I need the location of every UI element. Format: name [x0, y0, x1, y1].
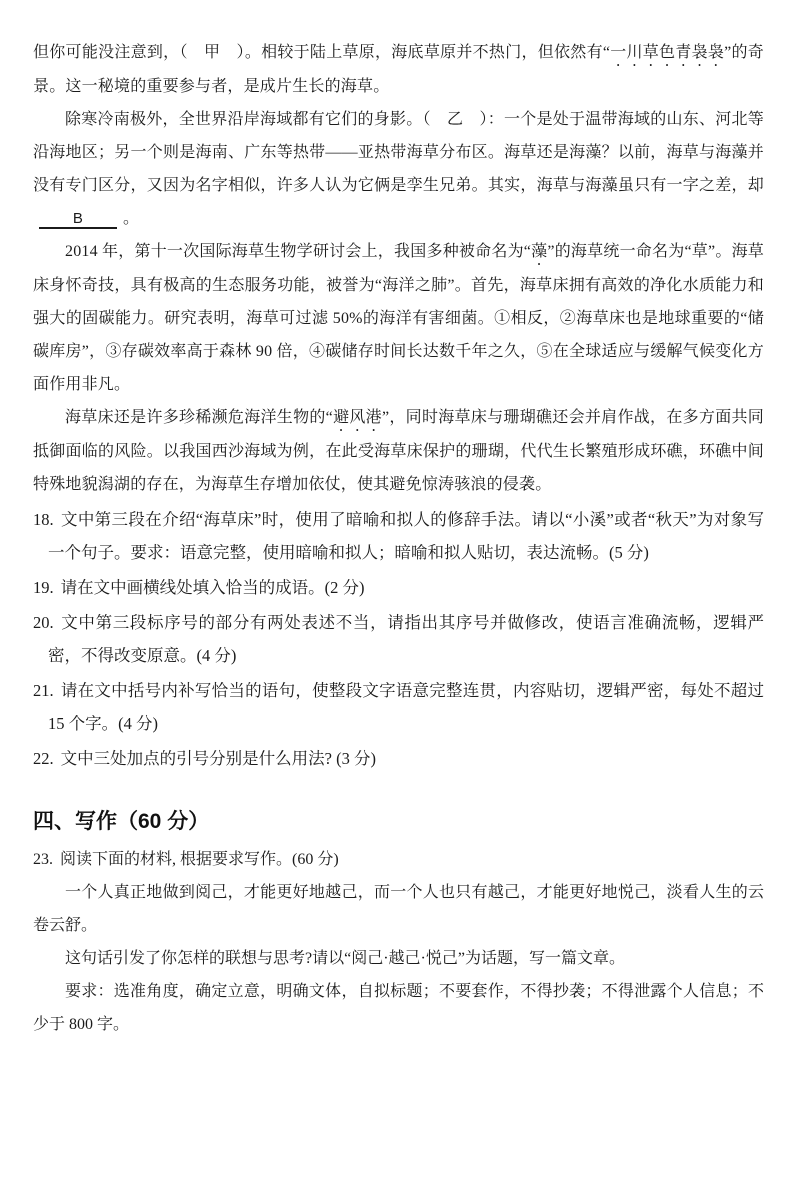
question-19-number: 19. [33, 578, 54, 597]
passage-paragraph-4 [33, 401, 764, 501]
emphasized-text: 藻 [531, 243, 548, 260]
writing-material: 一个人真正地做到阅己，才能更好地越己，而一个人也只有越己，才能更好地悦己，淡看人生的云卷云舒。 [33, 884, 764, 934]
emphasized-text: 一川草色青袅袅 [610, 44, 725, 61]
writing-section [33, 805, 764, 1041]
question-21-number: 21. [33, 681, 54, 700]
text-run: 2014 年，第十一次国际海草生物学研讨会上，我国多种被命名为“ [65, 243, 532, 260]
text-run: 。 [123, 210, 140, 227]
text-run: 海草床还是许多珍稀濒危海洋生物的“ [65, 409, 333, 426]
text-run: ”，同时海草床与珊瑚礁还会并肩作战，在多方面共同抵御面临的风险。以我国西沙海域为例，在此受海草床保护的珊瑚，代代生长繁殖形成环礁，环礁中间特殊地貌潟湖的存在，为海草生存增加依仗，使其避免惊涛骇浪的侵袭。 [33, 409, 764, 493]
question-list [33, 503, 764, 775]
question-20-number: 20. [33, 613, 54, 632]
question-21 [33, 674, 764, 740]
emphasized-text: 避风港 [332, 409, 382, 426]
text-run: 除寒冷南极外，全世界沿岸海域都有它们的身影。（ 乙 ）：一个是处于温带海域的山东、河北等沿海地区；另一个则是海南、广东等热带——亚热带海草分布区。海草还是海藻？以前，海草与海藻并没有专门区分，又因为名字相似，许多人认为它俩是孪生兄弟。其实，海草与海藻虽只有一字之差，却 [33, 111, 764, 194]
question-22 [33, 742, 764, 775]
passage-paragraph-3 [33, 235, 764, 401]
text-run: ”的海草统一命名为“草”。海草床身怀奇技，具有极高的生态服务功能，被誉为“海洋之肺”。首先，海草床拥有高效的净化水质能力和强大的固碳能力。研究表明，海草可过滤 50%的海洋有害细菌。①相反，②海草床也是地球重要的“储碳库房”，③存碳效率高于森林 90 倍，④碳储存时间长达数千年之久，⑤在全球适应与缓解气候变化方面作用非凡。 [33, 243, 764, 393]
question-18-number: 18. [33, 510, 54, 529]
question-18-text: 文中第三段在介绍“海草床”时，使用了暗喻和拟人的修辞手法。请以“小溪”或者“秋天”为对象写一个句子。要求：语意完整，使用暗喻和拟人；暗喻和拟人贴切，表达流畅。(5 分) [48, 510, 764, 562]
question-19-text: 请在文中画横线处填入恰当的成语。(2 分) [60, 578, 365, 597]
writing-prompt: 这句话引发了你怎样的联想与思考?请以“阅己·越己·悦己”为话题，写一篇文章。 [65, 950, 625, 967]
question-22-text: 文中三处加点的引号分别是什么用法? (3 分) [60, 749, 376, 768]
question-23-number: 23. [33, 851, 53, 868]
text-run: ”的奇景。这一秘境的重要参与者，是成片生长的海草。 [33, 44, 765, 95]
reading-passage [33, 36, 764, 501]
question-18 [33, 503, 764, 569]
question-21-text: 请在文中括号内补写恰当的语句，使整段文字语意完整连贯，内容贴切，逻辑严密，每处不超过 15 个字。(4 分) [48, 681, 764, 733]
writing-requirements: 要求：选准角度，确定立意，明确文体，自拟标题；不要套作，不得抄袭；不得泄露个人信息；不少于 800 字。 [33, 983, 764, 1033]
text-run: 但你可能没注意到，（ 甲 ）。相较于陆上草原，海底草原并不热门，但依然有“ [33, 44, 611, 61]
blank-answer-line: B [39, 211, 117, 229]
writing-section-title: 四、写作（60 分） [33, 810, 210, 833]
question-22-number: 22. [33, 749, 54, 768]
question-20 [33, 606, 764, 672]
question-23-text: 阅读下面的材料, 根据要求写作。(60 分) [60, 851, 339, 868]
passage-paragraph-2 [33, 103, 764, 235]
question-19 [33, 571, 764, 604]
question-20-text: 文中第三段标序号的部分有两处表述不当，请指出其序号并做修改，使语言准确流畅，逻辑严密，不得改变原意。(4 分) [48, 613, 764, 665]
passage-paragraph-1 [33, 36, 764, 103]
question-23 [33, 843, 764, 876]
